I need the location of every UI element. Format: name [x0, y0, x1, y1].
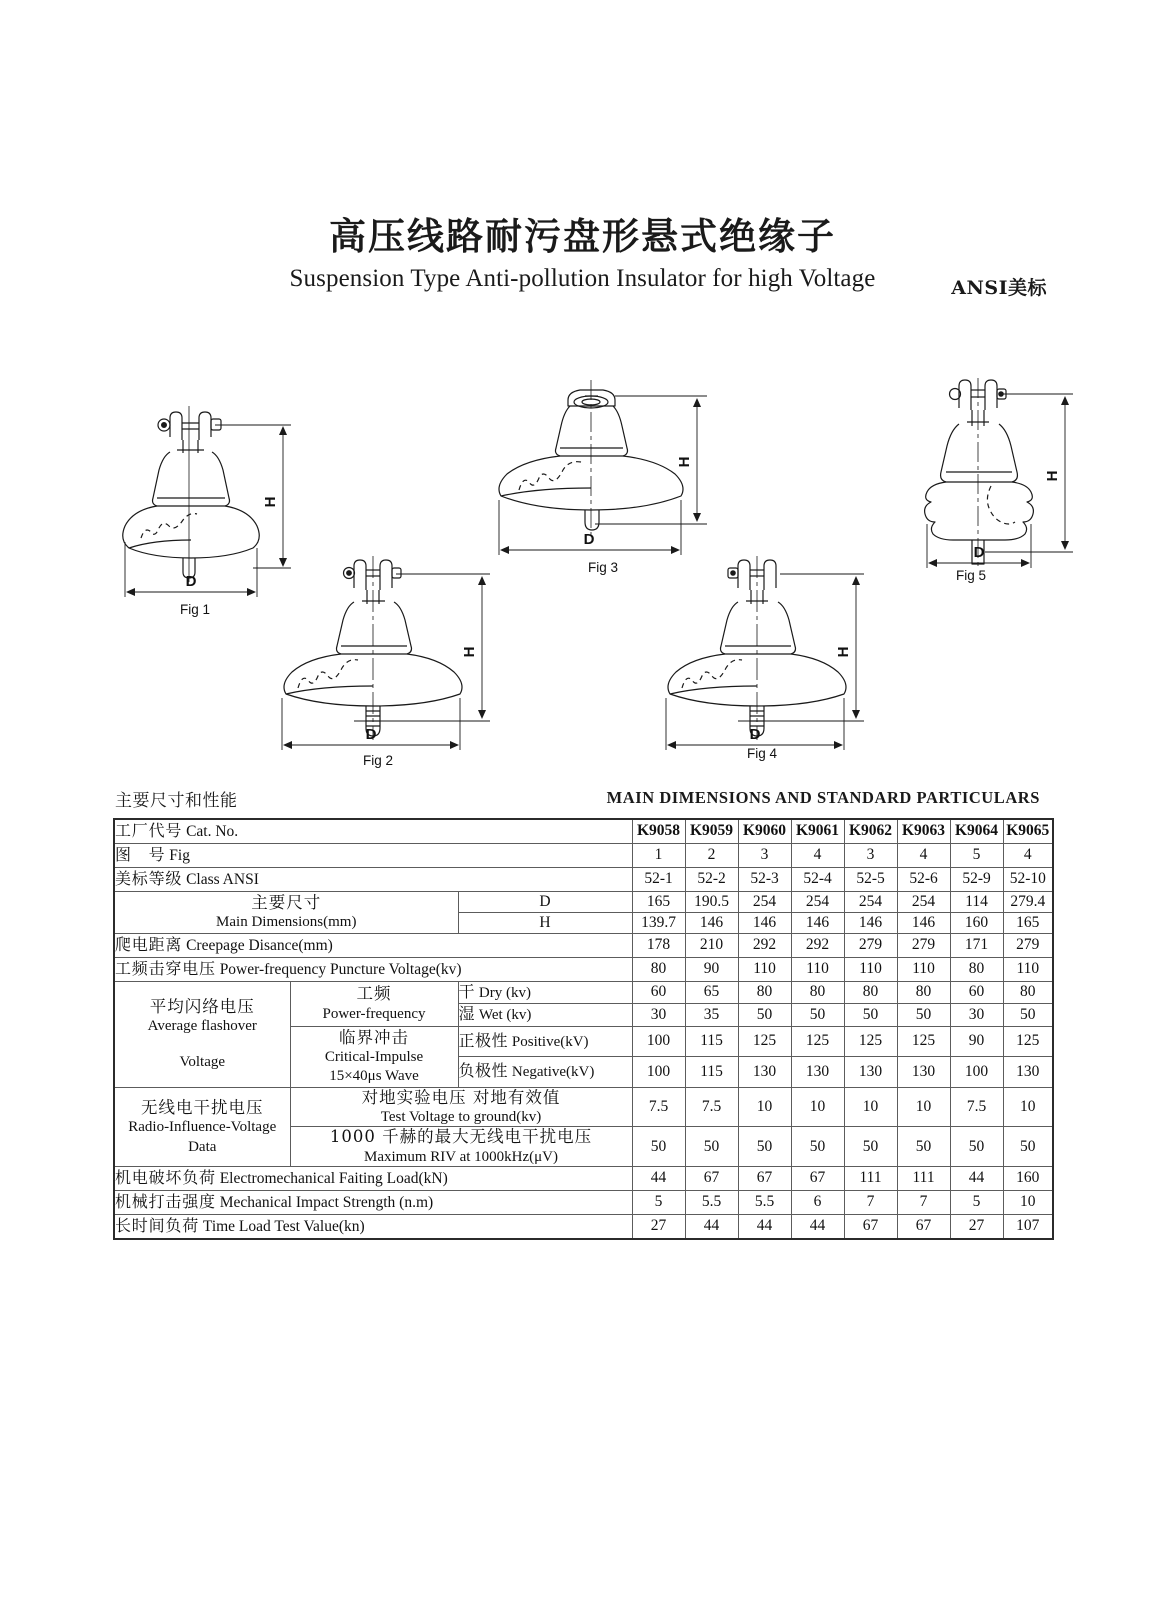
figure-caption-fig1: Fig 1 — [179, 602, 210, 617]
sub-label-power-frequency — [290, 981, 458, 1026]
cell-dry-1: 65 — [685, 981, 738, 1004]
cell-time-load-6: 27 — [950, 1214, 1003, 1238]
cell-riv-test-7: 10 — [1003, 1087, 1053, 1126]
cell-wet-2: 50 — [738, 1004, 791, 1027]
cell-puncture-5: 110 — [897, 957, 950, 981]
sub-label-wet-en: Wet (kv) — [478, 1007, 532, 1024]
cell-wet-1: 35 — [685, 1004, 738, 1027]
row-label-creepage-en: Creepage Disance(mm) — [186, 936, 333, 954]
fig3-d-label: D — [583, 531, 595, 548]
sub-label-max-riv-cn: 1000 千赫的最大无线电干扰电压 — [329, 1127, 593, 1147]
figure-fig5 — [893, 372, 1103, 583]
cell-negative-0: 100 — [632, 1057, 685, 1088]
sub-label-dimension-d: D — [458, 891, 632, 912]
cell-wet-3: 50 — [791, 1004, 844, 1027]
cell-positive-6: 90 — [950, 1026, 1003, 1057]
cell-time-load-7: 107 — [1003, 1214, 1053, 1238]
cell-class-1: 52-2 — [685, 867, 738, 891]
table-row-time-load — [114, 1214, 1053, 1238]
row-label-puncture-cn: 工频击穿电压 — [115, 958, 216, 978]
fig5-drawing — [893, 372, 1103, 577]
cell-h-4: 146 — [844, 912, 897, 933]
cell-positive-4: 125 — [844, 1026, 897, 1057]
cell-positive-2: 125 — [738, 1026, 791, 1057]
cell-cat-no-2: K9060 — [738, 819, 791, 843]
cell-h-3: 146 — [791, 912, 844, 933]
cell-creepage-4: 279 — [844, 933, 897, 957]
cell-dry-7: 80 — [1003, 981, 1053, 1004]
cell-positive-5: 125 — [897, 1026, 950, 1057]
cell-d-3: 254 — [791, 891, 844, 912]
cell-puncture-0: 80 — [632, 957, 685, 981]
cell-time-load-0: 27 — [632, 1214, 685, 1238]
cell-impact-3: 6 — [791, 1190, 844, 1214]
row-label-flashover-en1: Average flashover — [147, 1018, 257, 1035]
row-label-cat-no — [114, 819, 632, 843]
fig2-d-label: D — [365, 726, 377, 743]
sub-label-power-frequency-en: Power-frequency — [322, 1005, 426, 1022]
sub-label-negative-en: Negative(kV) — [511, 1064, 595, 1081]
cell-class-7: 52-10 — [1003, 867, 1053, 891]
fig3-h-label: H — [676, 456, 693, 468]
cell-positive-0: 100 — [632, 1026, 685, 1057]
cell-class-2: 52-3 — [738, 867, 791, 891]
cell-em-2: 67 — [738, 1166, 791, 1190]
row-label-electromechanical-cn: 机电破坏负荷 — [115, 1167, 216, 1187]
cell-d-2: 254 — [738, 891, 791, 912]
row-label-impact-strength-en: Mechanical Impact Strength (n.m) — [219, 1193, 434, 1211]
row-label-flashover-cn: 平均闪络电压 — [149, 997, 255, 1017]
cell-riv-test-4: 10 — [844, 1087, 897, 1126]
sub-label-test-voltage-en: Test Voltage to ground(kv) — [380, 1109, 542, 1126]
cell-negative-4: 130 — [844, 1057, 897, 1088]
cell-time-load-1: 44 — [685, 1214, 738, 1238]
cell-riv-max-1: 50 — [685, 1127, 738, 1166]
table-row-riv-test-voltage — [114, 1087, 1053, 1126]
figure-fig2 — [268, 548, 518, 768]
cell-cat-no-1: K9059 — [685, 819, 738, 843]
row-label-electromechanical — [114, 1166, 632, 1190]
sub-label-dry-cn: 干 — [458, 981, 476, 1001]
cell-h-7: 165 — [1003, 912, 1053, 933]
cell-fig-0: 1 — [632, 843, 685, 867]
row-label-main-dimensions-cn: 主要尺寸 — [251, 892, 322, 912]
specifications-table — [113, 818, 1054, 1240]
figure-caption-fig4: Fig 4 — [746, 746, 777, 761]
cell-creepage-3: 292 — [791, 933, 844, 957]
cell-d-6: 114 — [950, 891, 1003, 912]
cell-riv-test-5: 10 — [897, 1087, 950, 1126]
table-row-flashover-dry — [114, 981, 1053, 1004]
cell-creepage-7: 279 — [1003, 933, 1053, 957]
cell-negative-3: 130 — [791, 1057, 844, 1088]
sub-label-positive-en: Positive(kV) — [511, 1033, 589, 1050]
cell-riv-test-2: 10 — [738, 1087, 791, 1126]
figure-caption-fig2: Fig 2 — [362, 753, 393, 768]
cell-impact-1: 5.5 — [685, 1190, 738, 1214]
sub-label-test-voltage-cn: 对地实验电压 对地有效值 — [361, 1087, 561, 1107]
table-row-impact-strength — [114, 1190, 1053, 1214]
table-heading-cn: 主要尺寸和性能 — [115, 791, 238, 811]
cell-fig-5: 4 — [897, 843, 950, 867]
row-label-fig — [114, 843, 632, 867]
sub-label-max-riv — [290, 1127, 632, 1166]
cell-negative-2: 130 — [738, 1057, 791, 1088]
row-label-main-dimensions-en: Main Dimensions(mm) — [216, 914, 357, 931]
row-label-riv-en: Radio-Influence-Voltage Data — [128, 1119, 277, 1155]
cell-creepage-2: 292 — [738, 933, 791, 957]
sub-label-negative — [458, 1057, 632, 1088]
fig4-drawing — [650, 550, 890, 760]
figure-fig4 — [650, 550, 890, 760]
table-heading-en: MAIN DIMENSIONS AND STANDARD PARTICULARS — [606, 788, 1040, 807]
cell-em-0: 44 — [632, 1166, 685, 1190]
cell-d-5: 254 — [897, 891, 950, 912]
cell-positive-3: 125 — [791, 1026, 844, 1057]
cell-wet-7: 50 — [1003, 1004, 1053, 1027]
page-title-cn: 高压线路耐污盘形悬式绝缘子 — [329, 214, 836, 258]
sub-label-max-riv-en: Maximum RIV at 1000kHz(μV) — [364, 1148, 559, 1165]
cell-negative-7: 130 — [1003, 1057, 1053, 1088]
cell-riv-max-5: 50 — [897, 1127, 950, 1166]
fig5-h-label: H — [1044, 470, 1061, 482]
cell-riv-max-0: 50 — [632, 1127, 685, 1166]
cell-riv-test-1: 7.5 — [685, 1087, 738, 1126]
row-label-creepage — [114, 933, 632, 957]
sub-label-critical-impulse-cn: 临界冲击 — [339, 1027, 409, 1047]
cell-dry-0: 60 — [632, 981, 685, 1004]
cell-fig-6: 5 — [950, 843, 1003, 867]
cell-h-1: 146 — [685, 912, 738, 933]
cell-cat-no-7: K9065 — [1003, 819, 1053, 843]
cell-riv-test-6: 7.5 — [950, 1087, 1003, 1126]
standard-badge: ANSI美标 — [951, 277, 1047, 299]
sub-label-test-voltage — [290, 1087, 632, 1126]
row-label-class-ansi — [114, 867, 632, 891]
row-label-puncture-en: Power-frequency Puncture Voltage(kv) — [219, 960, 462, 978]
cell-cat-no-4: K9062 — [844, 819, 897, 843]
cell-negative-5: 130 — [897, 1057, 950, 1088]
cell-class-0: 52-1 — [632, 867, 685, 891]
fig1-h-label: H — [262, 496, 279, 508]
row-label-cat-no-cn: 工厂代号 — [115, 821, 183, 840]
row-label-time-load-cn: 长时间负荷 — [115, 1215, 200, 1235]
cell-negative-6: 100 — [950, 1057, 1003, 1088]
cell-dry-6: 60 — [950, 981, 1003, 1004]
cell-puncture-4: 110 — [844, 957, 897, 981]
fig1-d-label: D — [185, 573, 197, 590]
cell-d-7: 279.4 — [1003, 891, 1053, 912]
fig4-d-label: D — [749, 726, 761, 743]
cell-riv-max-7: 50 — [1003, 1127, 1053, 1166]
row-label-impact-strength — [114, 1190, 632, 1214]
cell-wet-5: 50 — [897, 1004, 950, 1027]
cell-wet-0: 30 — [632, 1004, 685, 1027]
row-label-time-load-en: Time Load Test Value(kn) — [202, 1217, 365, 1235]
cell-h-0: 139.7 — [632, 912, 685, 933]
row-label-fig-en: Fig — [169, 846, 190, 864]
row-label-class-ansi-cn: 美标等级 — [115, 868, 183, 888]
sub-label-critical-impulse-en1: Critical-Impulse — [324, 1048, 424, 1065]
cell-fig-3: 4 — [791, 843, 844, 867]
cell-dry-2: 80 — [738, 981, 791, 1004]
cell-time-load-3: 44 — [791, 1214, 844, 1238]
cell-time-load-2: 44 — [738, 1214, 791, 1238]
cell-dry-4: 80 — [844, 981, 897, 1004]
table-headings — [0, 786, 1165, 814]
cell-impact-5: 7 — [897, 1190, 950, 1214]
sub-label-dry-en: Dry (kv) — [478, 984, 531, 1001]
cell-fig-1: 2 — [685, 843, 738, 867]
row-label-riv-cn: 无线电干扰电压 — [141, 1097, 264, 1117]
row-label-creepage-cn: 爬电距离 — [115, 934, 183, 954]
figure-caption-fig5: Fig 5 — [955, 568, 986, 583]
cell-creepage-1: 210 — [685, 933, 738, 957]
figure-fig3 — [485, 370, 715, 575]
cell-h-2: 146 — [738, 912, 791, 933]
cell-wet-4: 50 — [844, 1004, 897, 1027]
cell-dry-3: 80 — [791, 981, 844, 1004]
cell-em-7: 160 — [1003, 1166, 1053, 1190]
row-label-impact-strength-cn: 机械打击强度 — [115, 1191, 216, 1211]
cell-em-3: 67 — [791, 1166, 844, 1190]
cell-riv-max-3: 50 — [791, 1127, 844, 1166]
cell-puncture-6: 80 — [950, 957, 1003, 981]
cell-cat-no-5: K9063 — [897, 819, 950, 843]
row-label-time-load — [114, 1214, 632, 1238]
fig3-drawing — [485, 370, 715, 570]
cell-impact-2: 5.5 — [738, 1190, 791, 1214]
cell-cat-no-3: K9061 — [791, 819, 844, 843]
sub-label-wet — [458, 1004, 632, 1027]
cell-d-4: 254 — [844, 891, 897, 912]
figure-panel — [0, 350, 1165, 770]
row-label-electromechanical-en: Electromechanical Faiting Load(kN) — [219, 1169, 448, 1187]
table-row-class-ansi — [114, 867, 1053, 891]
table-row-creepage — [114, 933, 1053, 957]
cell-riv-max-6: 50 — [950, 1127, 1003, 1166]
cell-riv-max-2: 50 — [738, 1127, 791, 1166]
fig5-d-label: D — [973, 544, 985, 561]
table-row-dimension-d — [114, 891, 1053, 912]
cell-impact-4: 7 — [844, 1190, 897, 1214]
sub-label-wet-cn: 湿 — [458, 1004, 476, 1024]
row-label-flashover-en2: Voltage — [179, 1053, 226, 1070]
cell-wet-6: 30 — [950, 1004, 1003, 1027]
row-label-cat-no-en: Cat. No. — [186, 823, 239, 840]
cell-time-load-4: 67 — [844, 1214, 897, 1238]
row-label-main-dimensions — [114, 891, 458, 933]
cell-class-3: 52-4 — [791, 867, 844, 891]
cell-positive-7: 125 — [1003, 1026, 1053, 1057]
cell-cat-no-0: K9058 — [632, 819, 685, 843]
cell-puncture-7: 110 — [1003, 957, 1053, 981]
cell-d-1: 190.5 — [685, 891, 738, 912]
cell-riv-test-3: 10 — [791, 1087, 844, 1126]
cell-positive-1: 115 — [685, 1026, 738, 1057]
cell-impact-0: 5 — [632, 1190, 685, 1214]
cell-class-4: 52-5 — [844, 867, 897, 891]
cell-h-6: 160 — [950, 912, 1003, 933]
fig2-drawing — [268, 548, 518, 763]
row-label-puncture — [114, 957, 632, 981]
cell-class-6: 52-9 — [950, 867, 1003, 891]
cell-em-5: 111 — [897, 1166, 950, 1190]
cell-creepage-0: 178 — [632, 933, 685, 957]
sub-label-power-frequency-cn: 工频 — [356, 984, 392, 1004]
cell-em-4: 111 — [844, 1166, 897, 1190]
cell-em-1: 67 — [685, 1166, 738, 1190]
cell-impact-6: 5 — [950, 1190, 1003, 1214]
table-row-cat-no — [114, 819, 1053, 843]
table-row-puncture — [114, 957, 1053, 981]
cell-puncture-1: 90 — [685, 957, 738, 981]
cell-fig-2: 3 — [738, 843, 791, 867]
sub-label-critical-impulse — [290, 1026, 458, 1087]
table-row-electromechanical — [114, 1166, 1053, 1190]
cell-h-5: 146 — [897, 912, 950, 933]
cell-creepage-5: 279 — [897, 933, 950, 957]
row-label-class-ansi-en: Class ANSI — [186, 870, 259, 888]
cell-class-5: 52-6 — [897, 867, 950, 891]
fig4-h-label: H — [835, 646, 852, 658]
cell-d-0: 165 — [632, 891, 685, 912]
sub-label-dry — [458, 981, 632, 1004]
table-row-fig — [114, 843, 1053, 867]
cell-em-6: 44 — [950, 1166, 1003, 1190]
row-label-flashover — [114, 981, 290, 1087]
sub-label-critical-impulse-en2: 15×40μs Wave — [329, 1068, 419, 1085]
sub-label-positive — [458, 1026, 632, 1057]
cell-cat-no-6: K9064 — [950, 819, 1003, 843]
sub-label-positive-cn: 正极性 — [458, 1030, 509, 1050]
cell-dry-5: 80 — [897, 981, 950, 1004]
cell-time-load-5: 67 — [897, 1214, 950, 1238]
cell-impact-7: 10 — [1003, 1190, 1053, 1214]
cell-puncture-3: 110 — [791, 957, 844, 981]
sub-label-negative-cn: 负极性 — [458, 1061, 509, 1081]
cell-riv-test-0: 7.5 — [632, 1087, 685, 1126]
cell-fig-7: 4 — [1003, 843, 1053, 867]
sub-label-dimension-h: H — [458, 912, 632, 933]
figure-caption-fig3: Fig 3 — [587, 560, 618, 575]
cell-riv-max-4: 50 — [844, 1127, 897, 1166]
row-label-fig-cn: 图 号 — [115, 844, 166, 864]
fig2-h-label: H — [461, 646, 478, 658]
row-label-riv — [114, 1087, 290, 1166]
cell-puncture-2: 110 — [738, 957, 791, 981]
cell-creepage-6: 171 — [950, 933, 1003, 957]
page-header — [0, 214, 1165, 299]
page-title-en: Suspension Type Anti-pollution Insulator for high Voltage — [289, 264, 876, 292]
cell-negative-1: 115 — [685, 1057, 738, 1088]
cell-fig-4: 3 — [844, 843, 897, 867]
